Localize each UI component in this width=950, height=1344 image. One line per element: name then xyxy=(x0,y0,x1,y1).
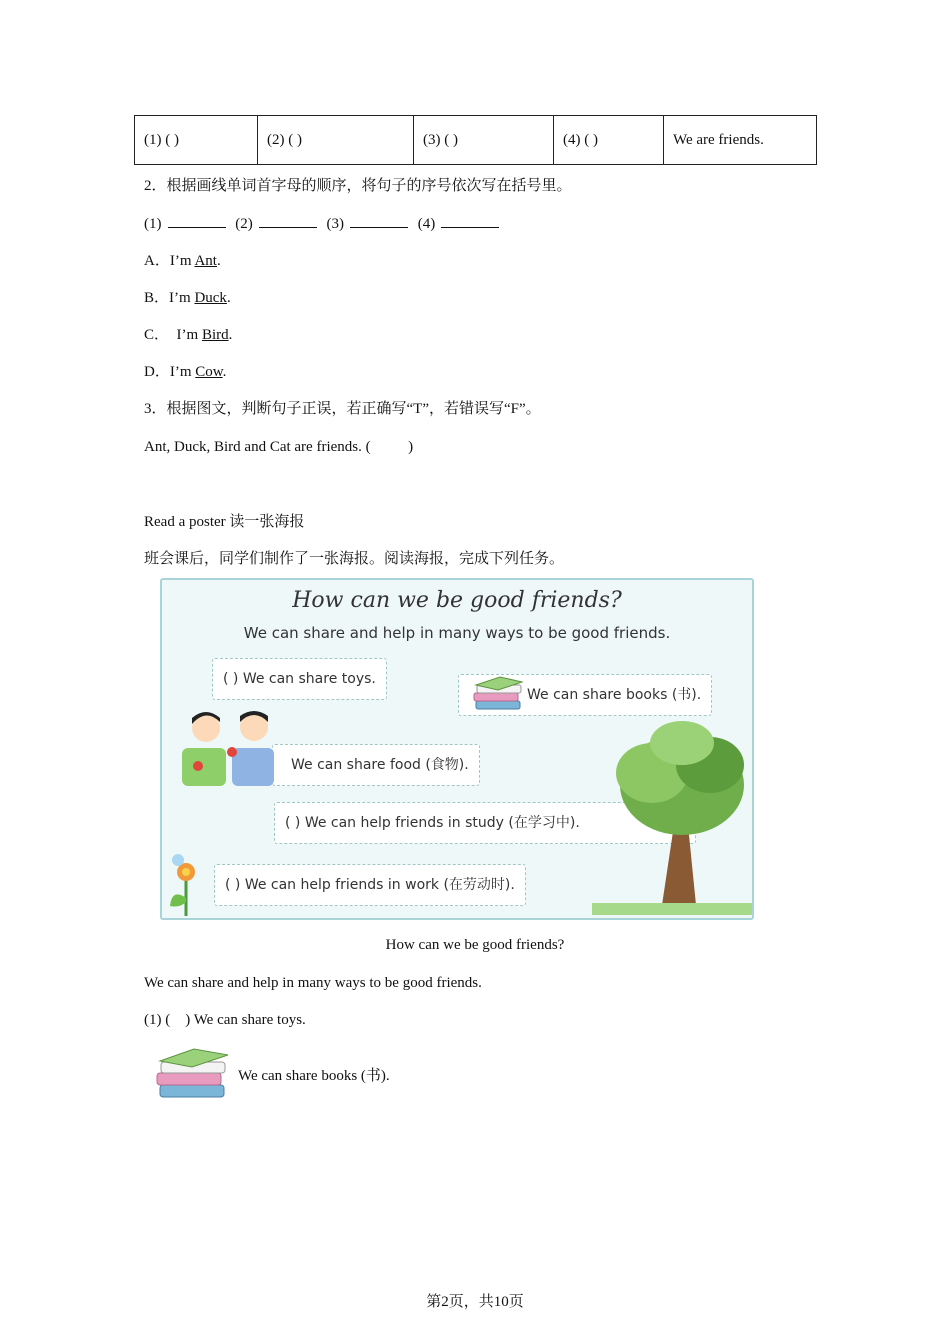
option-suffix: . xyxy=(228,327,233,343)
blank-label-2: (2) xyxy=(235,216,253,232)
q2-blanks xyxy=(144,213,505,234)
poster-item-share-toys: ( ) We can share toys. xyxy=(212,658,387,700)
answer-cell-4[interactable]: (4) ( ) xyxy=(554,116,664,165)
answer-blank-3[interactable] xyxy=(350,213,408,228)
answer-blank-1[interactable] xyxy=(168,213,226,228)
reading-heading: Read a poster 读一张海报 xyxy=(144,514,305,530)
blank-label-1: (1) xyxy=(144,216,162,232)
q3-statement[interactable]: Ant, Duck, Bird and Cat are friends. ( ) xyxy=(144,439,414,455)
transcript-item-2: We can share books (书). xyxy=(238,1068,390,1084)
option-d xyxy=(144,362,226,382)
children-illustration xyxy=(180,708,280,788)
poster-item-share-food xyxy=(272,744,480,786)
poster-item-help-work: ( ) We can help friends in work (在劳动时). xyxy=(214,864,526,906)
option-letter: D． xyxy=(144,364,170,380)
books-icon xyxy=(152,1045,232,1103)
transcript-item-1[interactable]: (1) ( ) We can share toys. xyxy=(144,1012,306,1028)
option-prefix: I’m xyxy=(169,364,196,380)
answer-blank-2[interactable] xyxy=(259,213,317,228)
transcript-subtitle: We can share and help in many ways to be good friends. xyxy=(144,975,482,991)
option-suffix: . xyxy=(226,290,231,306)
q3-instruction: 3．根据图文，判断句子正误，若正确写“T”，若错误写“F”。 xyxy=(144,401,541,417)
option-letter: B． xyxy=(144,290,170,306)
answer-cell-3[interactable]: (3) ( ) xyxy=(414,116,554,165)
poster-title: How can we be good friends? xyxy=(292,588,622,613)
option-prefix: I’m xyxy=(169,253,195,269)
tree-illustration xyxy=(592,715,752,915)
underlined-word: Ant xyxy=(194,253,217,269)
reading-intro: 班会课后，同学们制作了一张海报。阅读海报，完成下列任务。 xyxy=(144,551,565,567)
flower-icon xyxy=(166,850,206,916)
poster-item-text: We can share food (食物). xyxy=(291,757,469,773)
underlined-word: Duck xyxy=(194,290,227,306)
poster-image xyxy=(160,578,754,920)
poster-item-help-study: ( ) We can help friends in study (在学习中). xyxy=(274,802,696,844)
books-icon xyxy=(470,674,526,714)
underlined-word: Bird xyxy=(201,327,229,343)
answer-cell-2[interactable]: (2) ( ) xyxy=(258,116,414,165)
option-suffix: . xyxy=(216,253,221,269)
answer-table xyxy=(134,115,817,165)
answer-blank-4[interactable] xyxy=(441,213,499,228)
poster-item-text: We can share books (书). xyxy=(527,687,702,703)
table-row xyxy=(135,116,817,165)
option-letter: C． xyxy=(144,327,170,343)
transcript-title: How can we be good friends? xyxy=(385,937,565,953)
option-prefix: I’m xyxy=(169,290,195,306)
answer-cell-5: We are friends. xyxy=(664,116,817,165)
answer-cell-1[interactable]: (1) ( ) xyxy=(135,116,258,165)
option-c xyxy=(144,325,232,345)
option-letter: A． xyxy=(144,253,170,269)
option-a xyxy=(144,251,221,271)
poster-subtitle: We can share and help in many ways to be good friends. xyxy=(243,624,671,642)
q2-instruction: 2．根据画线单词首字母的顺序，将句子的序号依次写在括号里。 xyxy=(144,178,572,194)
option-suffix: . xyxy=(222,364,227,380)
blank-label-3: (3) xyxy=(326,216,344,232)
option-b xyxy=(144,288,231,308)
option-prefix: I’m xyxy=(169,327,202,343)
blank-label-4: (4) xyxy=(417,216,436,232)
page-number: 第2页，共10页 xyxy=(426,1294,524,1310)
underlined-word: Cow xyxy=(195,364,223,380)
